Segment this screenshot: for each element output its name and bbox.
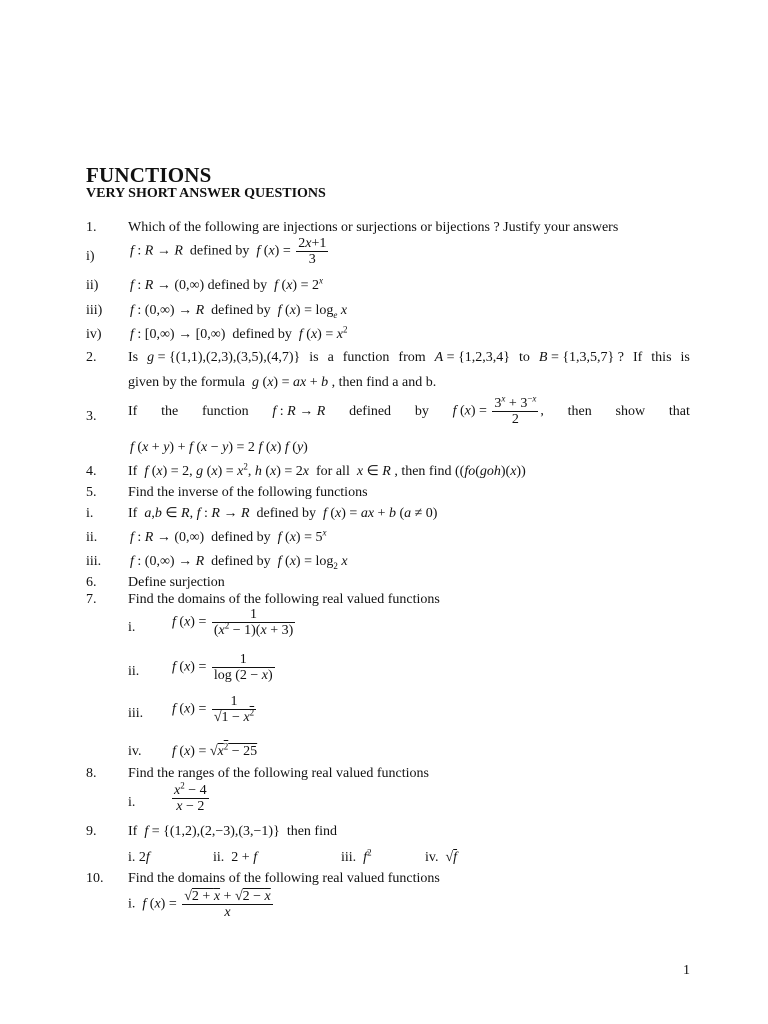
math-expression: f $(x) = √x^2 - 25$ [172, 741, 258, 759]
item-label: ii) [86, 278, 99, 293]
math-expression: f : R → (0,∞) defined by f $(x) = 5^x$ [130, 527, 327, 545]
section-subtitle: VERY SHORT ANSWER QUESTIONS [86, 186, 326, 201]
question-text: Find the domains of the following real valued functions [128, 592, 440, 607]
question-number: 1. [86, 220, 97, 235]
question-number: 7. [86, 592, 97, 607]
item-label: iii. [128, 706, 144, 721]
question-number: 2. [86, 350, 97, 365]
question-text: Find the ranges of the following real valued functions [128, 766, 429, 781]
question-number: 9. [86, 824, 97, 839]
question-number: 5. [86, 485, 97, 500]
question-text: If f = {(1,2),(2,−3),(3,−1)} then find [128, 824, 337, 839]
page-title: FUNCTIONS [86, 163, 212, 187]
sub-item: iv. √f [425, 850, 458, 865]
item-label: i. [128, 620, 136, 635]
math-expression: f (x + y) + f (x − y) = 2 f (x) f (y) [130, 440, 308, 455]
math-expression: f (x) = $\frac{1}{(x^2 - 1)(x + 3)}$ [172, 607, 294, 638]
question-line: If the function f : R → R defined by f (x) = $\frac{3^x + 3^{-x}}{2}$ , then show that [128, 393, 690, 427]
question-line: Is g = {(1,1),(2,3),(3,5),(4,7)} is a function from A = {1,2,3,4} to B = {1,3,5,7} ? If this is [128, 350, 690, 365]
math-expression: f : R → (0,∞) defined by f $(x) = 2^x$ [130, 275, 323, 293]
sub-item: ii. 2 + f [213, 850, 258, 865]
item-label: i) [86, 249, 95, 264]
item-label: iii. [86, 554, 102, 569]
question-number: 8. [86, 766, 97, 781]
sub-item: i. 2f [128, 850, 150, 865]
question-text: Define surjection [128, 575, 225, 590]
math-expression: f (x) = $\frac{1}{\log (2 - x)}$ [172, 652, 273, 683]
math-expression: f (x) = $\frac{1}{√1 - x^2}$ [172, 694, 255, 725]
question-number: 6. [86, 575, 97, 590]
math-expression: f : [0,∞) → [0,∞) defined by f $(x) = x^2$ [130, 324, 348, 342]
math-expression: f : R → R defined by f (x) = $\frac{2x+1}{3}$ [130, 236, 327, 267]
math-expression: f : (0,∞) → R defined by f $(x) = \log_2 x$ [130, 554, 348, 571]
math-expression: i. f (x) = $\frac{√2 + x + √2 - x}{x}$ [128, 889, 271, 920]
item-label: i. [128, 795, 136, 810]
item-label: ii. [128, 664, 140, 679]
question-number: 3. [86, 409, 97, 424]
question-text: Find the domains of the following real valued functions [128, 871, 440, 886]
question-text: Find the inverse of the following functions [128, 485, 368, 500]
math-expression: f : (0,∞) → R defined by f $(x) = \log_e x$ [130, 303, 348, 320]
question-line: given by the formula g (x) = ax + b , then find a and b. [128, 375, 437, 390]
item-label: iv) [86, 327, 102, 342]
item-label: iv. [128, 744, 142, 759]
question-text: If f (x) = 2, g $(x) = x^2$, h (x) = 2x for all x ∈ R , then find ((fo(goh)(x)) [128, 461, 526, 479]
question-text: Which of the following are injections or surjections or bijections ? Justify your answers [128, 220, 619, 235]
item-label: iii) [86, 303, 103, 318]
math-expression: $\frac{x^2 - 4}{x - 2}$ [174, 780, 207, 814]
question-number: 10. [86, 871, 104, 886]
item-label: ii. [86, 530, 98, 545]
page-number: 1 [683, 963, 690, 978]
item-label: i. [86, 506, 94, 521]
question-number: 4. [86, 464, 97, 479]
sub-item: iii. $f^2$ [341, 847, 372, 865]
math-expression: If a,b ∈ R, f : R → R defined by f (x) = ax + b (a ≠ 0) [128, 506, 438, 521]
